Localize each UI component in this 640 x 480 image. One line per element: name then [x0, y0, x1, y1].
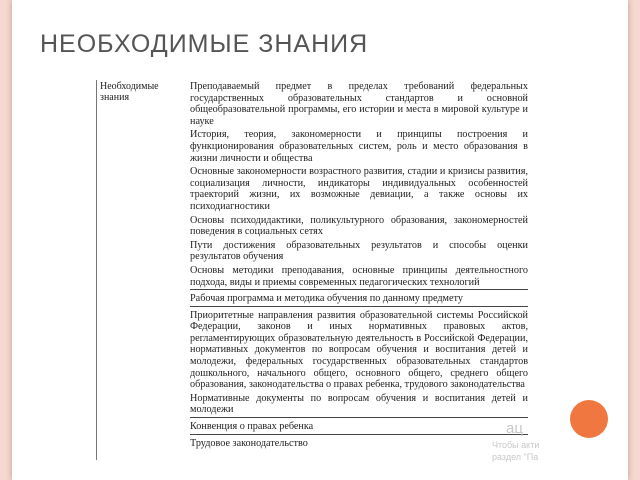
activation-watermark-line: раздел "Па — [492, 452, 539, 462]
list-item: Основные закономерности возрастного развития, стадии и кризисы развития, социализация личности, индикаторы индивидуальных особенностей траекторий жизни, их возможные девиации, а также основы их психодиагностики — [190, 166, 528, 212]
list-item: Рабочая программа и методика обучения по данному предмету — [190, 292, 528, 307]
left-column-label: Необходимые знания — [100, 81, 159, 103]
activation-watermark-title: ац — [506, 420, 523, 437]
activation-watermark-line: Чтобы акти — [492, 440, 540, 450]
list-item: Трудовое законодательство — [190, 437, 308, 449]
list-item: Конвенция о правах ребенка — [190, 420, 528, 435]
list-item: Основы методики преподавания, основные принципы деятельностного подхода, виды и приемы современных педагогических технологий — [190, 264, 528, 290]
decorative-circle — [570, 400, 608, 438]
list-item: Нормативные документы по вопросам обучения и воспитания детей и молодежи — [190, 392, 528, 418]
table-left-border — [96, 80, 97, 460]
slide-title: НЕОБХОДИМЫЕ ЗНАНИЯ — [40, 30, 369, 58]
knowledge-list — [190, 80, 528, 450]
list-item: Приоритетные направления развития образовательной системы Российской Федерации, законов и иных нормативных правовых актов, регламентирующих образовательную деятельность в Российской Федерации, нормативных документов по вопросам обучения и воспитания детей и молодежи, федеральных государственных образовательных стандартов дошкольного, начального общего, основного общего, среднего общего образования, законодательства о правах ребенка, трудового законодательства — [190, 309, 528, 391]
list-item: Преподаваемый предмет в пределах требований федеральных государственных образовательных стандартов и основной общеобразовательной программы, его истории и места в мировой культуре и науке — [190, 81, 528, 127]
list-item: Основы психодидактики, поликультурного образования, закономерностей поведения в социальных сетях — [190, 214, 528, 238]
list-item: История, теория, закономерности и принципы построения и функционирования образовательных систем, роль и место образования в жизни личности и общества — [190, 129, 528, 164]
list-item: Пути достижения образовательных результатов и способы оценки результатов обучения — [190, 239, 528, 263]
slide — [12, 0, 628, 480]
